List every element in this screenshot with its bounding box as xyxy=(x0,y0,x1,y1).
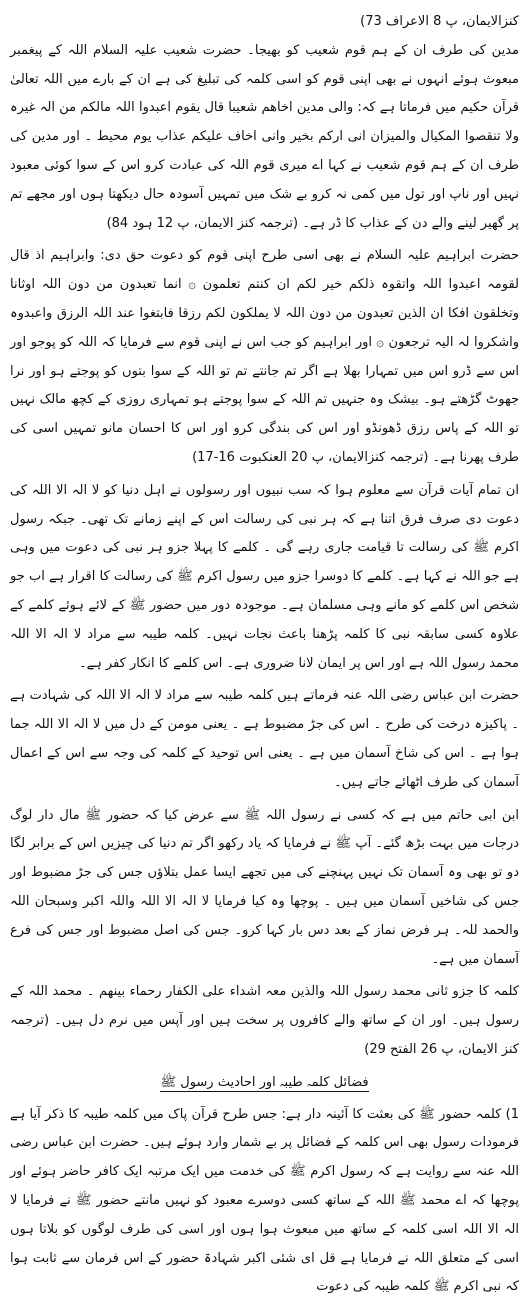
reference-line: کنزالایمان، پ 8 الاعراف 73) xyxy=(360,14,519,29)
paragraph-virtues-1: 1) کلمہ حضور ﷺ کی بعثت کا آئینہ دار ہے: جس طرح قرآن پاک میں کلمہ طیبہ کا ذکر آیا ہے فرمودات رسول بھی اس کلمہ کے فضائل پر بے شمار وارد ہوئے ہیں۔ حضرت ابن عباس رضی اللہ عنہ سے روایت ہے کہ رسول اکرم ﷺ کی خدمت میں ایک مرتبہ ایک کافر حاضر ہوئے اور پوچھا کہ اے محمد ﷺ اللہ کے ساتھ کسی دوسرے معبود کو نہیں مانتے حضور ﷺ نے فرمایا لا الہ الا اللہ اسی کلمہ کے ساتھ میں مبعوث ہوا ہوں اور اسی کی طرف لوگوں کو بلاتا ہوں اسی کے متعلق اللہ نے فرمایا ہے قل ای شئی اکبر شہادۃ حضور کے اس فرمان سے ثابت ہوا کہ نبی اکرم ﷺ کلمہ طیبہ کی دعوت xyxy=(10,1106,519,1295)
paragraph-shuaib: مدین کی طرف ان کے ہم قوم شعیب کو بھیجا۔ حضرت شعیب علیہ السلام اللہ کے پیغمبر مبعوث ہوئے انہوں نے بھی اپنی قوم کو اسی کلمہ کی تبلیغ کی ہے ان کے بارے میں اللہ تعالیٰ قرآن حکیم میں فرماتا ہے کہ: والی مدین اخاھم شعیبا قال یقوم اعبدوا اللہ مالکم من الہ غیرہ ولا تنقصوا المکیال والمیزان انی ارکم بخیر وانی اخاف علیکم عذاب یوم محیط ۔ اور مدین کی طرف ان کے ہم قوم شعیب نے کہا اے میری قوم اللہ کی عبادت کرو اس کے سوا کوئی معبود نہیں اور ناپ اور تول میں کمی نہ کرو بے شک میں تمہیں آسودہ حال دیکھتا ہوں اور مجھے تم پر گھیر لینے والے دن کے عذاب کا ڈر ہے۔ (ترجمہ کنز الایمان، پ 12 ہود 84) xyxy=(10,42,519,231)
paragraph-summary: ان تمام آیات قرآن سے معلوم ہوا کہ سب نبیوں اور رسولوں نے اہل دنیا کو لا الہ الا اللہ کی دعوت دی صرف فرق اتنا ہے کہ ہر نبی کی رسالت اس کے اپنے زمانے تک تھی۔ جبکہ رسول اکرم ﷺ کی رسالت تا قیامت جاری رہے گی ۔ کلمے کا پہلا جزو ہر نبی کی دعوت میں وہی ہے جو اللہ نے کہا ہے۔ کلمے کا دوسرا جزو میں رسول اکرم ﷺ کی رسالت کا اقرار ہے اب جو شخص اس کلمے کو مانے وہی مسلمان ہے۔ موجودہ دور میں حضور ﷺ کے لائے ہوئے کلمے کے علاوہ کسی سابقہ نبی کا کلمہ پڑھنا باعث نجات نہیں۔ کلمہ طیبہ سے مراد لا الہ الا اللہ محمد رسول اللہ ہے اور اس پر ایمان لانا ضروری ہے۔ اس کلمے کا انکار کفر ہے۔ xyxy=(10,482,519,671)
paragraph-second-part: کلمہ کا جزو ثانی محمد رسول اللہ والذین معہ اشداء علی الکفار رحماء بینھم ۔ محمد اللہ کے رسول ہیں۔ اور ان کے ساتھ والے کافروں پر سخت ہیں اور آپس میں نرم دل ہیں۔ (ترجمہ کنز الایمان، پ 26 الفتح 29) xyxy=(10,984,519,1057)
section-heading xyxy=(10,1069,519,1097)
section-heading-text: فضائل کلمہ طیبہ اور احادیث رسول ﷺ xyxy=(160,1074,369,1090)
paragraph-ibn-abbas: حضرت ابن عباس رضی اللہ عنہ فرماتے ہیں کلمہ طیبہ سے مراد لا الہ الا اللہ کی شہادت ہے ۔ پاکیزہ درخت کی طرح ۔ اس کی جڑ مضبوط ہے ۔ یعنی مومن کے دل میں لا الہ الا اللہ جما ہوا ہے ۔ اس کی شاخ آسمان میں ہے ۔ یعنی اس توحید کے کلمہ کی وجہ سے اس کے اعمال آسمان کی طرف اٹھائے جاتے ہیں۔ xyxy=(10,688,519,790)
paragraph-ibn-abi-hatim: ابن ابی حاتم میں ہے کہ کسی نے رسول اللہ ﷺ سے عرض کیا کہ حضور ﷺ مال دار لوگ درجات میں بہت بڑھ گئے۔ آپ ﷺ نے فرمایا کہ یاد رکھو اگر تم دنیا کی چیزیں اس کے برابر لگا دو تو بھی وہ آسمان تک نہیں پہنچنے کی میں تجھے ایسا عمل بتلاؤں جس کی جڑ مضبوط اور جس کی شاخیں آسمان میں ہیں ۔ پوچھا وہ کیا فرمایا لا الہ الا اللہ واللہ اکبر وسبحان اللہ والحمد للہ۔ ہر فرض نماز کے بعد دس بار کہا کرو۔ جس کی اصل مضبوط اور جس کی فرع آسمان میں ہے۔ xyxy=(10,807,519,967)
paragraph-ibrahim: حضرت ابراہیم علیہ السلام نے بھی اسی طرح اپنی قوم کو دعوت حق دی: وابراہیم اذ قال لقومہ اعبدوا اللہ واتقوہ ذلکم خیر لکم ان کنتم تعلمون ۞ انما تعبدون من دون اللہ اوثانا وتخلقون افکا ان الذین تعبدون من دون اللہ لا یملکون لکم رزقا فابتغوا عند اللہ الرزق واعبدوہ واشکروا لہ الیہ ترجعون ۞ اور ابراہیم کو جب اس نے اپنی قوم سے فرمایا کہ اللہ کو پوجو اور اس سے ڈرو اس میں تمہارا بھلا ہے اگر تم جانتے تم تو اللہ کے سوا بتوں کو پوجتے ہو اور نرا جھوٹ گڑھتے ہو۔ بیشک وہ جنہیں تم اللہ کے سوا پوجتے ہو تمہاری روزی کے کچھ مالک نہیں تو اللہ کے پاس رزق ڈھونڈو اور اس کی بندگی کرو اور اس کا احسان مانو تمہیں اسی کی طرف پھرنا ہے۔ (ترجمہ کنزالایمان، پ 20 العنکبوت 16-17) xyxy=(10,248,519,465)
